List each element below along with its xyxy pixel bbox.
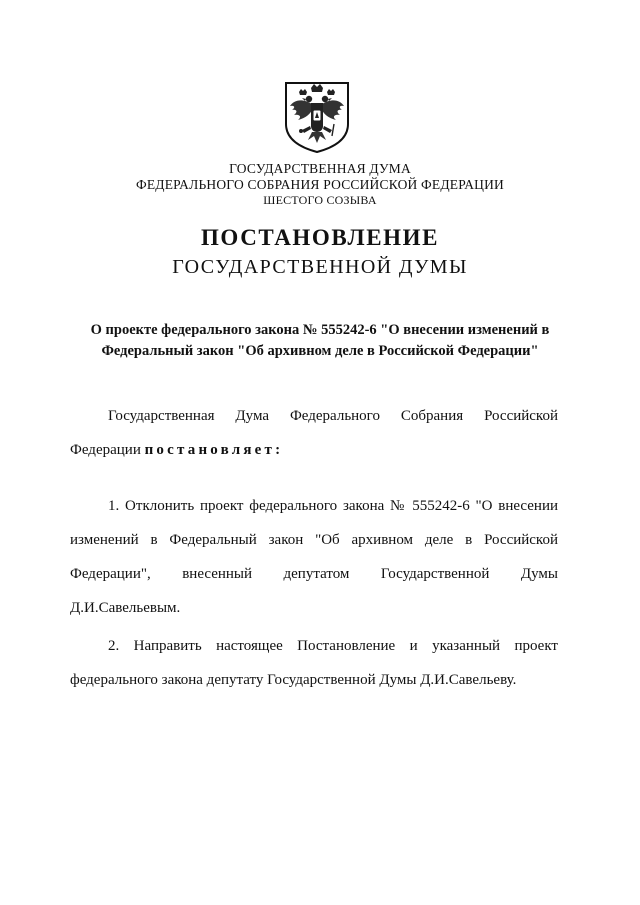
preamble-verb: постановляет:	[144, 442, 284, 458]
item-2-line: федерального закона депутату Государственной Думы Д.И.Савельеву.	[70, 672, 517, 688]
subject-line: О проекте федерального закона № 555242-6 "О внесении изменений в	[90, 322, 550, 338]
item-1-line: изменений в Федеральный закон "Об архивном деле в Российской	[70, 532, 558, 548]
item-1-line: Федерации", внесенный депутатом Государственной Думы	[70, 566, 558, 582]
preamble-prefix: Федерации	[70, 442, 141, 458]
state-emblem-icon	[282, 80, 352, 154]
item-2-line: 2. Направить настоящее Постановление и указанный проект	[108, 638, 558, 654]
item-1-line: 1. Отклонить проект федерального закона № 555242-6 "О внесении	[108, 498, 558, 514]
item-1-line: Д.И.Савельевым.	[70, 600, 181, 616]
header-issuer: ГОСУДАРСТВЕННАЯ ДУМА	[229, 161, 411, 176]
header-convocation: ШЕСТОГО СОЗЫВА	[263, 193, 377, 207]
document-type-title: ПОСТАНОВЛЕНИЕ	[200, 225, 440, 250]
header-assembly: ФЕДЕРАЛЬНОГО СОБРАНИЯ РОССИЙСКОЙ ФЕДЕРАЦИИ	[136, 177, 504, 192]
document-issuer-title: ГОСУДАРСТВЕННОЙ ДУМЫ	[172, 256, 468, 278]
preamble-line: Государственная Дума Федерального Собрания Российской	[108, 408, 558, 424]
subject-line: Федеральный закон "Об архивном деле в Российской Федерации"	[101, 343, 539, 359]
document-subject	[66, 320, 574, 362]
preamble-line	[70, 440, 558, 460]
